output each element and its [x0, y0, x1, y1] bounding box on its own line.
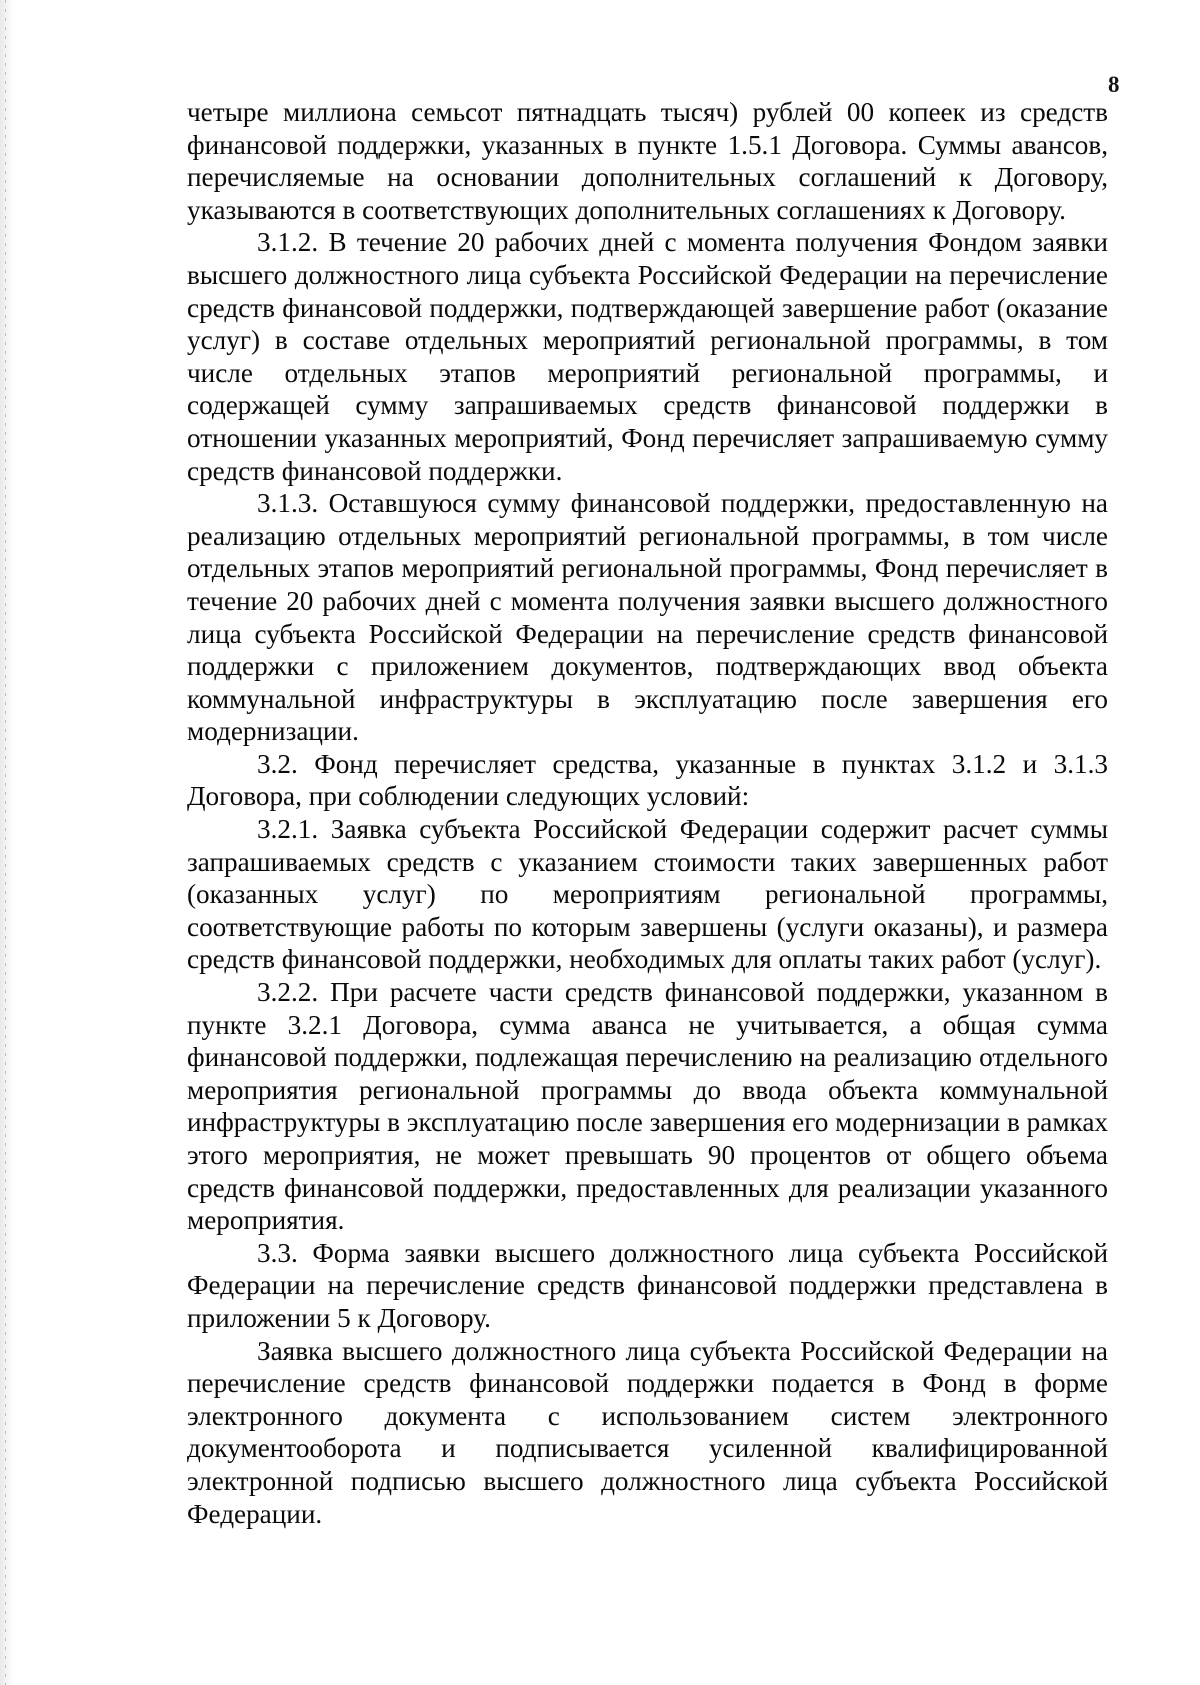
paragraph-3-3: 3.3. Форма заявки высшего должностного лица субъекта Российской Федерации на перечисление средств финансовой поддержки представлена в приложении 5 к Договору. — [187, 1237, 1108, 1333]
paragraph-3-1-2: 3.1.2. В течение 20 рабочих дней с момента получения Фондом заявки высшего должностного лица субъекта Российской Федерации на перечисление средств финансовой поддержки, подтверждающей завершение работ (оказание услуг) в составе отдельных мероприятий региональной программы, в том числе отдельных этапов мероприятий региональной программы, и содержащей сумму запрашиваемых средств финансовой поддержки в отношении указанных мероприятий, Фонд перечисляет запрашиваемую сумму средств финансовой поддержки. — [187, 227, 1108, 486]
paragraph-application-submission: Заявка высшего должностного лица субъекта Российской Федерации на перечисление средств финансовой поддержки подается в Фонд в форме электронного документа с использованием систем электронного документооборота и подписывается усиленной квалифицированной электронной подписью высшего должностного лица субъекта Российской Федерации. — [187, 1335, 1108, 1529]
paragraph-3-2-2: 3.2.2. При расчете части средств финансовой поддержки, указанном в пункте 3.2.1 Договора, сумма аванса не учитывается, а общая сумма финансовой поддержки, подлежащая перечислению на реализацию отдельного мероприятия региональной программы до ввода объекта коммунальной инфраструктуры в эксплуатацию после завершения его модернизации в рамках этого мероприятия, не может превышать 90 процентов от общего объема средств финансовой поддержки, предоставленных для реализации указанного мероприятия. — [187, 977, 1108, 1236]
paragraph-3-2-1: 3.2.1. Заявка субъекта Российской Федерации содержит расчет суммы запрашиваемых средств с указанием стоимости таких завершенных работ (оказанных услуг) по мероприятиям региональной программы, соответствующие работы по которым завершены (услуги оказаны), и размера средств финансовой поддержки, необходимых для оплаты таких работ (услуг). — [187, 814, 1108, 975]
paragraph-3-2: 3.2. Фонд перечисляет средства, указанные в пунктах 3.1.2 и 3.1.3 Договора, при соблюдении следующих условий: — [187, 748, 1108, 812]
paragraph-3-1-3: 3.1.3. Оставшуюся сумму финансовой поддержки, предоставленную на реализацию отдельных мероприятий региональной программы, в том числе отдельных этапов мероприятий региональной программы, Фонд перечисляет в течение 20 рабочих дней с момента получения заявки высшего должностного лица субъекта Российской Федерации на перечисление средств финансовой поддержки с приложением документов, подтверждающих ввод объекта коммунальной инфраструктуры в эксплуатацию после завершения его модернизации. — [187, 488, 1108, 747]
scan-edge — [0, 0, 14, 1685]
page-number: 8 — [1108, 72, 1120, 97]
paragraph-continuation: четыре миллиона семьсот пятнадцать тысяч) рублей 00 копеек из средств финансовой поддержки, указанных в пункте 1.5.1 Договора. Суммы авансов, перечисляемые на основании дополнительных соглашений к Договору, указываются в соответствующих дополнительных соглашениях к Договору. — [187, 97, 1108, 225]
scan-artifact-line — [5, 0, 6, 1685]
document-body — [187, 96, 1108, 1530]
